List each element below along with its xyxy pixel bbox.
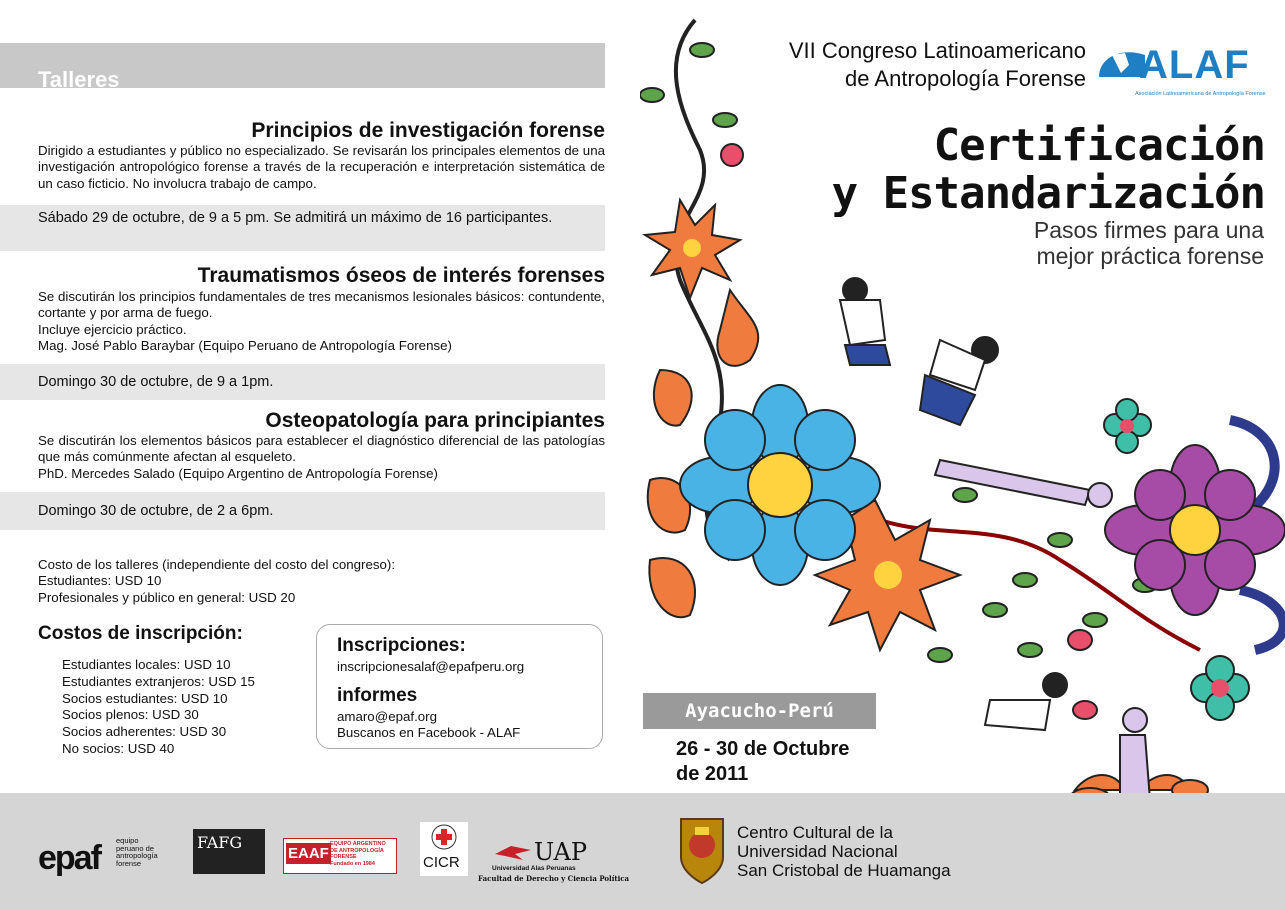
alaf-logo-text: ALAF: [1139, 43, 1250, 87]
registration-title: Costos de inscripción:: [38, 623, 243, 644]
eaaf-logo: [283, 838, 397, 874]
congress-name-line1: VII Congreso Latinoamericano: [788, 38, 1086, 63]
main-title-line2: y Estandarización: [831, 168, 1265, 219]
congress-name-line2: de Antropología Forense: [845, 66, 1086, 91]
epaf-logo-text: epaf: [38, 839, 100, 877]
centro-line1: Centro Cultural de la: [737, 823, 893, 842]
uap-logo: [478, 838, 628, 884]
workshop-3-schedule: Domingo 30 de octubre, de 2 a 6pm.: [38, 503, 274, 519]
informes-title: informes: [337, 685, 418, 706]
eaaf-founded: Fundado en 1984: [330, 860, 375, 867]
workshop-2-description: [38, 289, 605, 354]
workshop-1-title: Principios de investigación forense: [251, 119, 605, 142]
main-title-line1: Certificación: [933, 120, 1265, 171]
workshop-2-text: Se discutirán los principios fundamentales de tres mecanismos lesionales básicos: contundente, cortante y por arma de fuego.: [38, 289, 605, 321]
inscripciones-title: Inscripciones:: [337, 635, 466, 656]
uap-faculty: Facultad de Derecho y Ciencia Política: [478, 874, 630, 883]
eaaf-logo-subtitle: [330, 841, 386, 867]
cultural-center: [737, 823, 951, 880]
contact-box: [316, 624, 603, 749]
inscripciones-email[interactable]: inscripcionesalaf@epafperu.org: [337, 659, 525, 674]
facebook-link[interactable]: Buscanos en Facebook - ALAF: [337, 725, 521, 740]
workshop-cost-students: Estudiantes: USD 10: [38, 573, 162, 589]
list-item: No socios: USD 40: [62, 740, 175, 756]
eaaf-sub-line: EQUIPO ARGENTINO: [330, 841, 386, 847]
uap-logo-subtitle: Universidad Alas Peruanas: [492, 865, 576, 872]
congress-dates: [676, 737, 849, 787]
list-item: Estudiantes extranjeros: USD 15: [62, 673, 255, 689]
workshop-3-instructor: PhD. Mercedes Salado (Equipo Argentino de Antropología Forense): [38, 465, 438, 481]
workshop-2-schedule: Domingo 30 de octubre, de 9 a 1pm.: [38, 374, 274, 390]
talleres-title: Talleres: [38, 67, 120, 92]
workshop-3-text: Se discutirán los elementos básicos para establecer el diagnóstico diferencial de las patologías que más comúnmente afectan al esqueleto.: [38, 433, 605, 465]
epaf-sub-line: equipo: [116, 836, 139, 845]
workshop-1-schedule: Sábado 29 de octubre, de 9 a 5 pm. Se admitirá un máximo de 16 participantes.: [38, 210, 553, 226]
bird-icon: [493, 842, 533, 862]
congress-subtitle: [900, 217, 1264, 269]
uap-logo-text: UAP: [534, 838, 587, 866]
epaf-sub-line: antropología: [116, 851, 158, 860]
location-badge: Ayacucho-Perú: [643, 693, 876, 729]
list-item: Socios plenos: USD 30: [62, 707, 199, 723]
epaf-logo-subtitle: [116, 837, 158, 867]
congress-main-title: [700, 122, 1265, 218]
eaaf-logo-text: EAAF: [288, 845, 329, 862]
unsch-crest: [677, 813, 727, 885]
alaf-logo: [1097, 43, 1266, 99]
eaaf-sub-line: DE ANTROPOLOGÍA: [330, 847, 384, 854]
list-item: Socios adherentes: USD 30: [62, 724, 227, 740]
red-cross-icon: [431, 824, 457, 850]
dates-line2: de 2011: [676, 763, 749, 785]
centro-line2: Universidad Nacional: [737, 842, 898, 861]
subtitle-line2: mejor práctica forense: [1036, 243, 1264, 269]
workshop-1-description: [38, 143, 605, 192]
floral-illustration: [640, 0, 1285, 793]
workshop-2-title: Traumatismos óseos de interés forenses: [197, 264, 605, 287]
workshop-3-description: [38, 433, 605, 482]
workshop-2-note: Incluye ejercicio práctico.: [38, 321, 187, 337]
workshop-3-title: Osteopatología para principiantes: [265, 409, 605, 432]
epaf-sub-line: forense: [116, 858, 142, 868]
workshop-1-text: Dirigido a estudiantes y público no especializado. Se revisarán los principales elementos de una investigación antropológico forense a través de la recuperación e interpretación sistemática de un caso ficticio. No involucra trabajo de campo.: [38, 143, 605, 191]
centro-line3: San Cristobal de Huamanga: [737, 861, 951, 880]
cicr-logo: [420, 822, 468, 876]
workshop-2-instructor: Mag. José Pablo Baraybar (Equipo Peruano de Antropología Forense): [38, 337, 452, 353]
workshop-costs: [38, 557, 605, 606]
eaaf-sub-line: FORENSE: [330, 854, 357, 860]
fafg-logo: [193, 829, 265, 874]
congress-name: [650, 37, 1086, 93]
dates-line1: 26 - 30 de Octubre: [676, 738, 850, 760]
workshop-costs-note: Costo de los talleres (independiente del costo del congreso):: [38, 557, 396, 572]
talleres-header-bar: [0, 43, 605, 92]
subtitle-line1: Pasos firmes para una: [1033, 217, 1264, 243]
fafg-logo-text: FAFG: [197, 833, 243, 852]
registration-cost-list: [62, 657, 255, 758]
list-item: Estudiantes locales: USD 10: [62, 657, 231, 672]
epaf-logo: [38, 835, 178, 880]
alaf-logo-subtitle: Asociación Latinoamericana de Antropología Forense: [1135, 91, 1266, 97]
informes-email[interactable]: amaro@epaf.org: [337, 709, 437, 724]
cicr-logo-text: CICR: [423, 854, 460, 871]
list-item: Socios estudiantes: USD 10: [62, 690, 228, 706]
workshop-cost-professionals: Profesionales y público en general: USD 20: [38, 589, 296, 605]
epaf-sub-line: peruano de: [116, 843, 154, 853]
crest-icon: [677, 813, 727, 885]
